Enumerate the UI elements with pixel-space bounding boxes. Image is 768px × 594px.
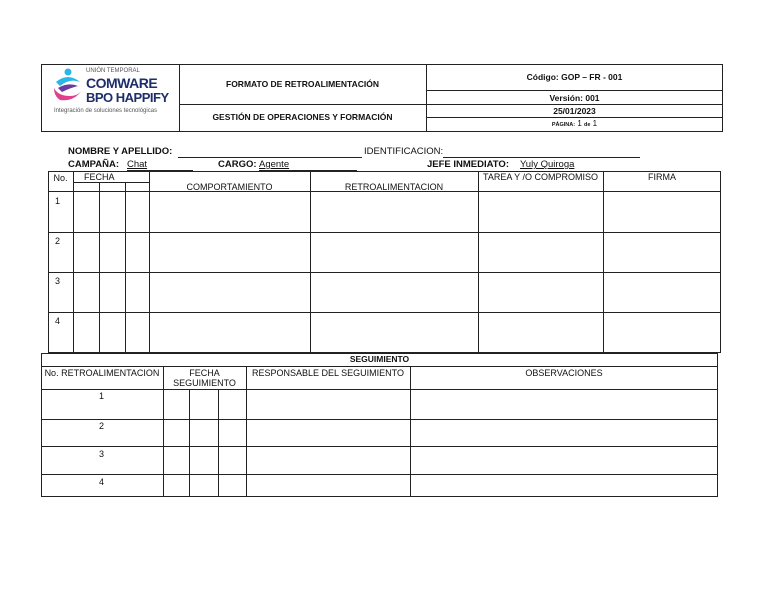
cargo-label: CARGO: [218, 159, 257, 170]
col-fecha-seg-1: FECHA [189, 368, 220, 378]
table-row: 1 [99, 391, 105, 401]
col-no-retro: No. RETROALIMENTACION [44, 368, 160, 378]
table-row: 3 [55, 276, 61, 286]
logo-line3: BPO HAPPIFY [86, 90, 169, 105]
form-code: Código: GOP – FR - 001 [526, 72, 623, 82]
table-row: 2 [55, 236, 61, 246]
col-responsable: RESPONSABLE DEL SEGUIMIENTO [251, 368, 405, 378]
campana-value[interactable]: Chat [127, 159, 148, 170]
page-number: PÁGINA: 1 de 1 [551, 119, 598, 128]
table-row: 3 [99, 449, 105, 459]
jefe-label: JEFE INMEDIATO: [427, 159, 509, 170]
logo-mark-icon [48, 66, 88, 106]
logo-tagline: Integración de soluciones tecnológicas [54, 108, 158, 114]
col-no: No. [53, 173, 68, 183]
identificacion-label: IDENTIFICACION: [364, 146, 444, 157]
company-logo [46, 66, 178, 124]
col-comportamiento: COMPORTAMIENTO [186, 182, 273, 192]
form-subtitle: GESTIÓN DE OPERACIONES Y FORMACIÓN [212, 112, 393, 122]
col-fecha: FECHA [84, 172, 115, 182]
form-version: Versión: 001 [549, 93, 600, 103]
logo-line1: UNIÓN TEMPORAL [86, 68, 140, 74]
table-row: 4 [99, 477, 105, 487]
col-observaciones: OBSERVACIONES [525, 368, 603, 378]
col-retroalimentacion: RETROALIMENTACION [344, 182, 444, 192]
identificacion-field[interactable] [443, 157, 640, 158]
form-date: 25/01/2023 [553, 106, 596, 116]
logo-line2: COMWARE [86, 75, 158, 91]
jefe-value[interactable]: Yuly Quiroga [520, 159, 575, 170]
col-tarea: TAREA Y /O COMPROMISO [482, 172, 599, 182]
table-row: 2 [99, 421, 105, 431]
campana-label: CAMPAÑA: [68, 159, 120, 170]
col-firma: FIRMA [648, 172, 676, 182]
nombre-label: NOMBRE Y APELLIDO: [68, 146, 173, 157]
form-title: FORMATO DE RETROALIMENTACIÓN [226, 79, 379, 89]
seguimiento-title: SEGUIMIENTO [349, 354, 410, 364]
nombre-field[interactable] [178, 157, 362, 158]
col-fecha-seg-2: SEGUIMIENTO [173, 378, 236, 388]
table-row: 4 [55, 316, 61, 326]
cargo-value[interactable]: Agente [259, 159, 290, 170]
table-row: 1 [55, 196, 61, 206]
